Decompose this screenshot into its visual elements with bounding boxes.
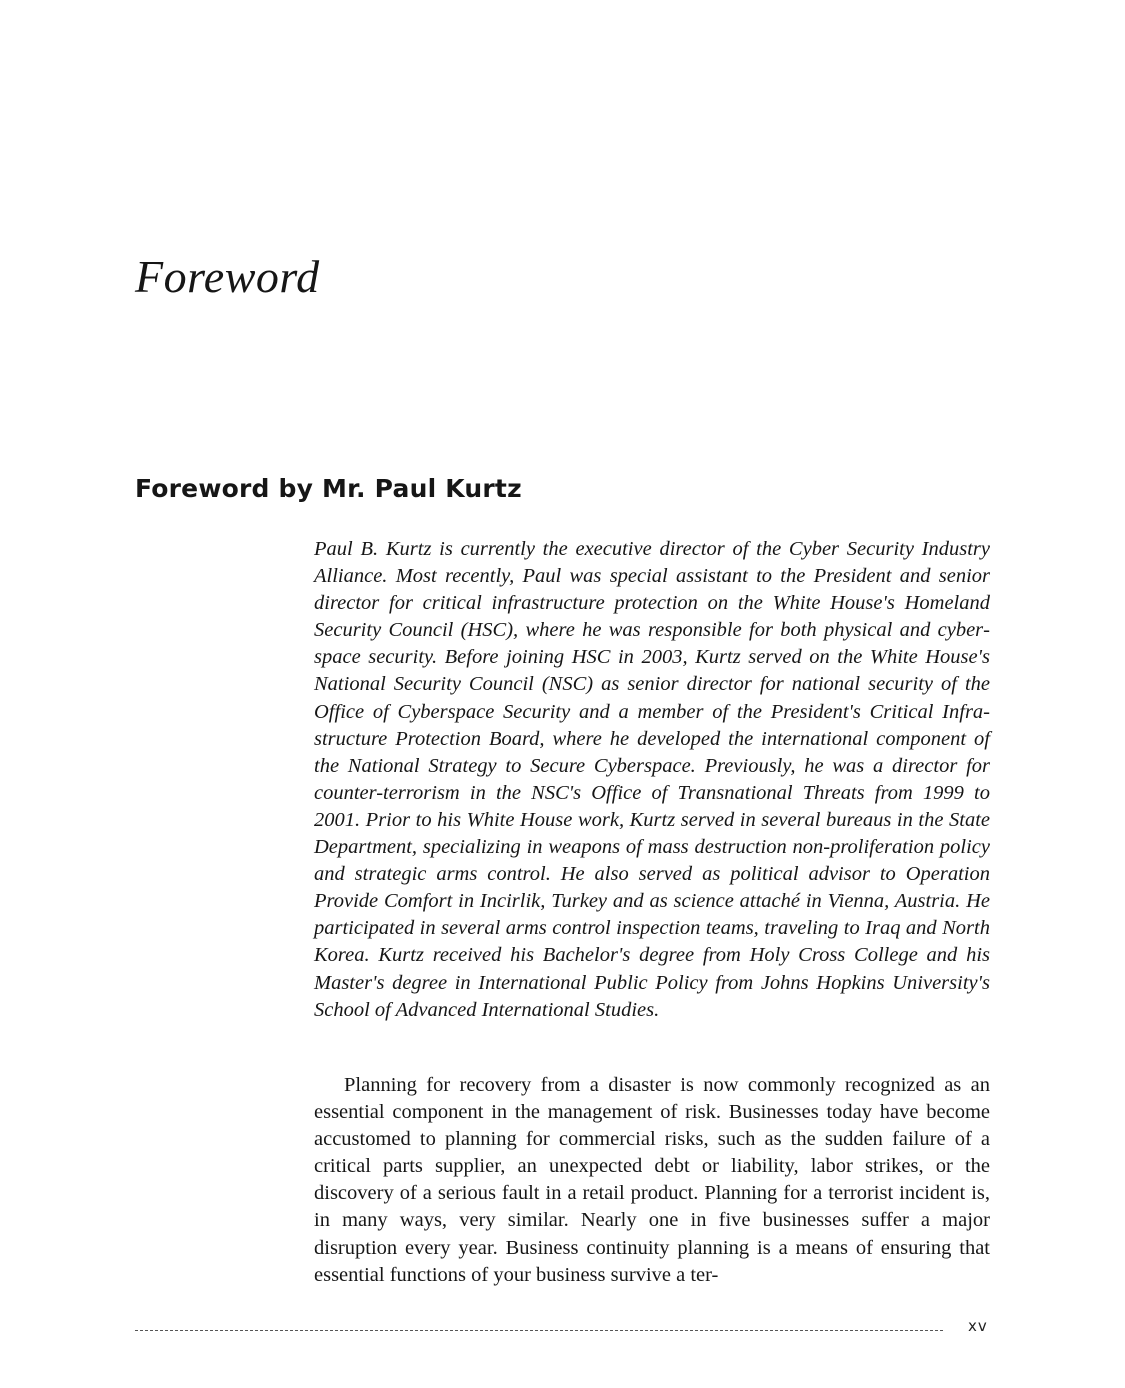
chapter-title: Foreword	[135, 251, 320, 302]
footer-rule	[135, 1330, 943, 1331]
body-paragraph: Planning for recovery from a disaster is now commonly recognized as an essential component in the management of risk. Businesses today have become accustomed to planning for commercial risks, such as the sudden failure of a critical parts supplier, an unexpected debt or liability, labor strikes, or the discovery of a serious fault in a retail product. Planning for a terrorist incident is, in many ways, very similar. Nearly one in five businesses suffer a major disruption every year. Business continuity planning is a means of ensuring that essential functions of your business survive a ter-	[314, 1074, 990, 1286]
section-heading: Foreword by Mr. Paul Kurtz	[135, 474, 522, 503]
author-bio: Paul B. Kurtz is currently the executive director of the Cyber Security Industry Alliance. Most recently, Paul was special assistant to the President and senior director for critical infrastructure protection on the White House's Homeland Security Council (HSC), where he was responsible for both physical and cyberspace security. Before joining HSC in 2003, Kurtz served on the White House's National Security Council (NSC) as senior director for national security of the Office of Cyberspace Security and a member of the President's Critical Infrastructure Protection Board, where he developed the international component of the National Strategy to Secure Cyberspace. Previously, he was a director for counter-terrorism in the NSC's Office of Transnational Threats from 1999 to 2001. Prior to his White House work, Kurtz served in several bureaus in the State Department, specializing in weapons of mass destruction non-proliferation policy and strategic arms control. He also served as political advisor to Operation Provide Comfort in Incirlik, Turkey and as science attaché in Vienna, Austria. He participated in several arms control inspection teams, traveling to Iraq and North Korea. Kurtz received his Bachelor's degree from Holy Cross College and his Master's degree in International Public Policy from Johns Hopkins University's School of Advanced International Studies.	[314, 538, 990, 1021]
page-number: xv	[968, 1317, 988, 1335]
